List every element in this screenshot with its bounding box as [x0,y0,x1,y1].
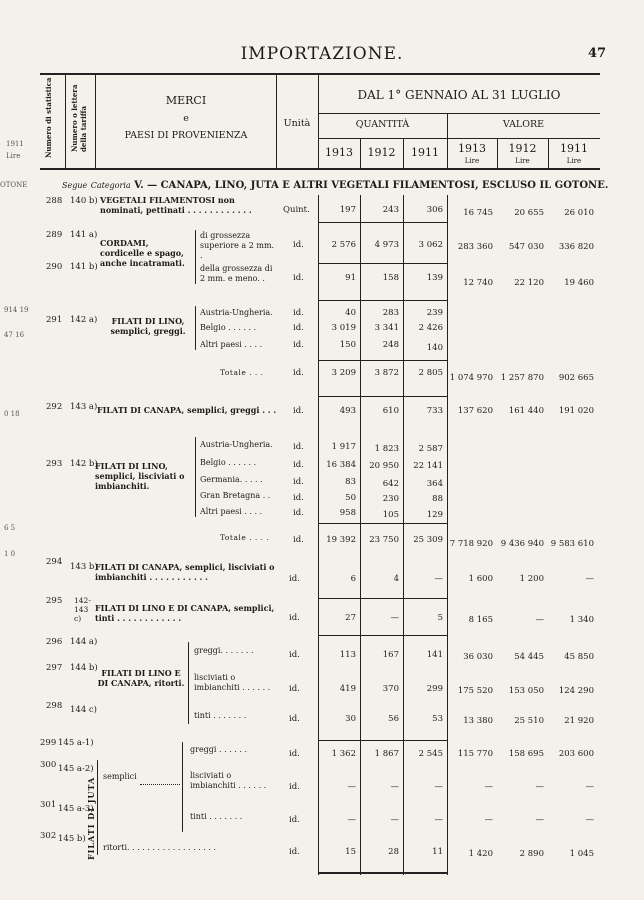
v-1912: — [535,615,544,625]
stat-number: 294 [46,557,63,567]
tariff-number: 140 b) [70,196,98,206]
q-1911: 239 [426,308,443,318]
q-1912: 248 [382,340,399,350]
row-desc: VEGETALI FILAMENTOSI non nominati, pettinati . . . . . . . . . . . . [100,195,252,215]
unit: id. [293,240,304,250]
brace [195,306,196,350]
q-1911: 140 [426,343,443,353]
q-1912: 230 [382,494,399,504]
unit: id. [293,406,304,416]
v-1913: 175 520 [457,686,493,696]
v-1912: 1 257 870 [500,373,544,383]
margin-mark: 914 19 [4,306,29,314]
v-1911: — [585,574,594,584]
year-v-1911: 1911 [560,142,588,155]
q-1913: — [347,815,356,825]
row-sub: tinti . . . . . . . [194,711,247,720]
header-mid-rule [318,113,600,114]
unit: id. [293,442,304,452]
row-rule [318,263,447,264]
q-1913: 3 209 [331,368,356,378]
v-1911: 203 600 [558,749,594,759]
brace [195,437,196,517]
unit: id. [293,508,304,518]
tariff-number: 141 a) [70,230,98,240]
row-sub: Altri paesi . . . . [200,507,263,516]
margin-mark: 0 18 [4,410,20,418]
q-1912: 610 [382,406,399,416]
q-1911: 25 309 [413,535,443,545]
row-rule [318,360,447,361]
stat-number: 302 [40,831,57,841]
row-sub: lisciviati o imbianchiti . . . . . . [190,771,267,790]
v-1912: 9 436 940 [500,539,544,549]
category-title [62,180,608,191]
stat-number: 292 [46,402,63,412]
q-1911: 2 805 [418,368,443,378]
v-1913: 1 420 [468,849,493,859]
row-sub: ritorti. . . . . . . . . . . . . . . . . . [103,843,217,852]
row-rule [318,300,447,301]
v-1912: 54 445 [514,652,544,662]
unit: id. [293,535,304,545]
margin-mark: 47 16 [4,331,25,339]
row-sub: lisciviati o imbianchiti . . . . . . [194,673,271,692]
q-1912: 1 867 [374,749,399,759]
row-sub: di grossezza superiore a 2 mm. . [200,231,275,260]
v-1911: 124 290 [558,686,594,696]
q-1912: 283 [382,308,399,318]
group-filati-juta: FILATI DI JUTA [86,776,96,860]
unit: id. [289,684,300,694]
v-1912: 22 120 [514,278,544,288]
page-number: 47 [588,46,607,61]
q-1911: 139 [426,273,443,283]
v-1913: 1 074 970 [449,373,493,383]
v-1912: 153 050 [508,686,544,696]
row-rule [318,523,447,524]
header-top-rule [40,73,600,75]
q-1911: 3 062 [418,240,443,250]
v-1913: 36 030 [463,652,493,662]
unit: id. [289,613,300,623]
brace [97,760,98,855]
header-quantita: QUANTITÀ [355,119,410,130]
q-1911: 129 [426,510,443,520]
row-desc: FILATI DI LINO E DI CANAPA, semplici, tinti . . . . . . . . . . . . [95,603,275,623]
header-bottom-rule [40,168,600,170]
v-1913: 115 770 [457,749,493,759]
q-1912: 3 872 [374,368,399,378]
dotted-leader [140,784,180,785]
unit: id. [289,782,300,792]
q-1912: 158 [382,273,399,283]
q-1912: 370 [382,684,399,694]
q-1911: 364 [426,479,443,489]
stat-number: 296 [46,637,63,647]
group-cordami: CORDAMI, cordicelle e spago, anche incatramati. [100,238,185,268]
v-1913: 1 600 [468,574,493,584]
v-1912: — [535,782,544,792]
header-stat-number: Numero di statistica [44,77,53,158]
row-rule [318,222,447,223]
group-semplici: semplici [103,772,137,781]
tariff-number: 142 a) [70,315,98,325]
v-1913: 12 740 [463,278,493,288]
row-desc: FILATI DI CANAPA, semplici, lisciviati o imbianchiti . . . . . . . . . . . [95,562,275,582]
stat-number: 297 [46,663,63,673]
q-1913: 419 [339,684,356,694]
q-1912: 4 973 [374,240,399,250]
row-total: Totale . . . . [220,533,270,542]
q-1912: — [390,613,399,623]
q-1911: 5 [437,613,443,623]
q-1912: 167 [382,650,399,660]
q-1911: 306 [426,205,443,215]
row-sub: Germania. . . . . [200,475,263,484]
stat-number: 288 [46,196,63,206]
row-sub: Gran Bretagna . . [200,491,271,500]
row-rule [318,396,447,397]
q-1911: 22 141 [413,461,443,471]
unit: id. [289,650,300,660]
q-1913: 958 [339,508,356,518]
year-v-1912: 1912 [508,142,537,155]
header-valore: VALORE [502,119,545,130]
q-1911: 2 587 [418,444,443,454]
stat-number: 291 [46,315,63,325]
group-filati-lino-greggi: FILATI DI LINO, semplici, greggi. [110,316,186,336]
q-1912: 243 [382,205,399,215]
q-1913: 3 019 [331,323,356,333]
tariff-number: 145 a-3) [58,804,94,814]
v-1911: — [585,815,594,825]
margin-mark: 6 5 [4,524,16,532]
q-1911: 299 [426,684,443,694]
q-1913: 15 [345,847,356,857]
unit: id. [289,714,300,724]
category-prefix: Segue [62,181,88,190]
v-1913: 283 360 [457,242,493,252]
q-1913: 1 917 [331,442,356,452]
row-sub: Austria-Ungheria. [200,440,273,449]
q-1913: 27 [345,613,356,623]
v-1912: 20 655 [514,208,544,218]
tariff-number: 144 c) [70,705,98,715]
tariff-number: 145 a-1) [58,738,94,748]
group-filati-lino-canapa-ritorti: FILATI DI LINO E DI CANAPA, ritorti. [97,668,185,688]
row-sub: tinti . . . . . . . [190,812,243,821]
header-merci: MERCI [165,94,207,107]
tariff-number: 141 b) [70,262,98,272]
unit: id. [293,477,304,487]
v-1912: 2 890 [519,849,544,859]
tariff-number: 143 b) [70,562,98,572]
q-1911: — [434,815,443,825]
unit: id. [289,749,300,759]
stat-number: 298 [46,701,63,711]
q-1911: 2 545 [418,749,443,759]
q-1912: 4 [393,574,399,584]
unit: id. [289,574,300,584]
q-1911: 88 [432,494,443,504]
q-1913: 91 [345,273,356,283]
brace [182,742,183,832]
brace [188,642,189,724]
q-1911: 733 [426,406,443,416]
row-sub: Belgio . . . . . . [200,323,257,332]
v-1913: 8 165 [468,615,493,625]
v-1911: 19 460 [564,278,594,288]
v-1913: 16 745 [463,208,493,218]
tariff-number: 143 a) [70,402,98,412]
v-1911: 45 850 [564,652,594,662]
row-sub: greggi . . . . . . [190,745,247,754]
header-period: DAL 1° GENNAIO AL 31 LUGLIO [357,88,561,102]
stat-number: 295 [46,596,63,606]
q-1913: 150 [339,340,356,350]
stat-number: 301 [40,800,57,810]
v-1911: 9 583 610 [550,539,594,549]
unit: Quint. [283,205,310,215]
v-1911: 1 340 [569,615,594,625]
row-sub: greggi. . . . . . . [194,646,254,655]
v-1912: 25 510 [514,716,544,726]
lire-label: Lire [566,157,582,165]
brace [195,230,196,284]
category-text: V. — CANAPA, LINO, JUTA E ALTRI VEGETALI FILAMENTOSI, ESCLUSO IL GOTONE. [134,180,609,191]
margin-mark: 1911 [6,140,24,148]
q-1913: 1 362 [331,749,356,759]
q-1912: 642 [382,479,399,489]
q-1912: — [390,815,399,825]
v-1913: — [484,815,493,825]
row-sub: Belgio . . . . . . [200,458,257,467]
q-1912: 3 341 [374,323,399,333]
category-label: Categoria [90,181,131,190]
q-1913: 113 [339,650,356,660]
v-1912: 547 030 [508,242,544,252]
q-1911: 11 [432,847,443,857]
unit: id. [293,493,304,503]
v-1911: 336 820 [558,242,594,252]
v-1911: 191 020 [558,406,594,416]
unit: id. [289,847,300,857]
q-1912: 105 [382,510,399,520]
page-title: IMPORTAZIONE. [240,44,404,64]
q-1911: 2 426 [418,323,443,333]
v-1912: 1 200 [519,574,544,584]
header-unita: Unità [283,118,311,129]
v-1912: — [535,815,544,825]
col-divider [65,73,66,170]
v-1912: 158 695 [508,749,544,759]
tariff-number: 145 b) [58,834,86,844]
row-sub: Austria-Ungheria. [200,308,273,317]
year-q-1911: 1911 [411,146,439,159]
row-rule [318,635,447,636]
row-sub: Altri paesi . . . . [200,340,263,349]
header-tariff-number: Numero o lettera della tariffa [70,84,88,152]
row-rule [318,872,447,874]
v-1911: 21 920 [564,716,594,726]
q-1911: — [434,782,443,792]
q-1913: 493 [339,406,356,416]
stat-number: 289 [46,230,63,240]
stat-number: 293 [46,459,63,469]
margin-mark: Lire [6,152,21,160]
unit: id. [293,460,304,470]
v-1913: 137 620 [457,406,493,416]
margin-mark: OTONE [0,181,28,189]
q-1913: 40 [345,308,356,318]
group-filati-lino-sempl: FILATI DI LINO, semplici, lisciviati o imbianchiti. [95,461,185,491]
q-1912: 56 [388,714,399,724]
row-sub: della grossezza di 2 mm. e meno. . [200,264,273,283]
tariff-number: 144 b) [70,663,98,673]
header-paesi: PAESI DI PROVENIENZA [124,130,248,141]
tariff-number: 145 a-2) [58,764,94,774]
v-1912: 161 440 [508,406,544,416]
q-1912: 28 [388,847,399,857]
q-1912: 23 750 [369,535,399,545]
unit: id. [293,368,304,378]
q-1912: — [390,782,399,792]
q-1913: 197 [339,205,356,215]
row-total: Totale . . . [220,368,264,377]
col-divider [447,195,448,875]
q-1912: 20 950 [369,461,399,471]
q-1913: 83 [345,477,356,487]
q-1911: — [434,574,443,584]
tariff-number: 142 b) [70,459,98,469]
row-desc: FILATI DI CANAPA, semplici, greggi . . . [97,405,277,415]
lire-label: Lire [464,157,480,165]
v-1911: 902 665 [558,373,594,383]
q-1913: 19 392 [326,535,356,545]
v-1913: 7 718 920 [449,539,493,549]
q-1913: 2 576 [331,240,356,250]
stat-number: 300 [40,760,57,770]
unit: id. [293,340,304,350]
q-1913: 50 [345,493,356,503]
unit: id. [293,323,304,333]
q-1911: 141 [426,650,443,660]
tariff-number: 142-143 c) [74,596,91,623]
v-1913: 13 380 [463,716,493,726]
year-q-1912: 1912 [367,146,396,159]
header-e: e [183,113,189,124]
row-rule [318,740,447,741]
unit: id. [293,273,304,283]
q-1913: — [347,782,356,792]
q-1912: 1 823 [374,444,399,454]
v-1913: — [484,782,493,792]
margin-mark: 1 0 [4,550,16,558]
q-1913: 6 [350,574,356,584]
v-1911: 1 045 [569,849,594,859]
year-q-1913: 1913 [325,146,353,159]
unit: id. [289,815,300,825]
row-rule [318,598,447,599]
q-1913: 30 [345,714,356,724]
stat-number: 299 [40,738,57,748]
stat-number: 290 [46,262,63,272]
q-1911: 53 [432,714,443,724]
v-1911: 26 010 [564,208,594,218]
unit: id. [293,308,304,318]
v-1911: — [585,782,594,792]
tariff-number: 144 a) [70,637,98,647]
q-1913: 16 384 [326,460,356,470]
lire-label: Lire [515,157,530,165]
year-v-1913: 1913 [458,142,486,155]
